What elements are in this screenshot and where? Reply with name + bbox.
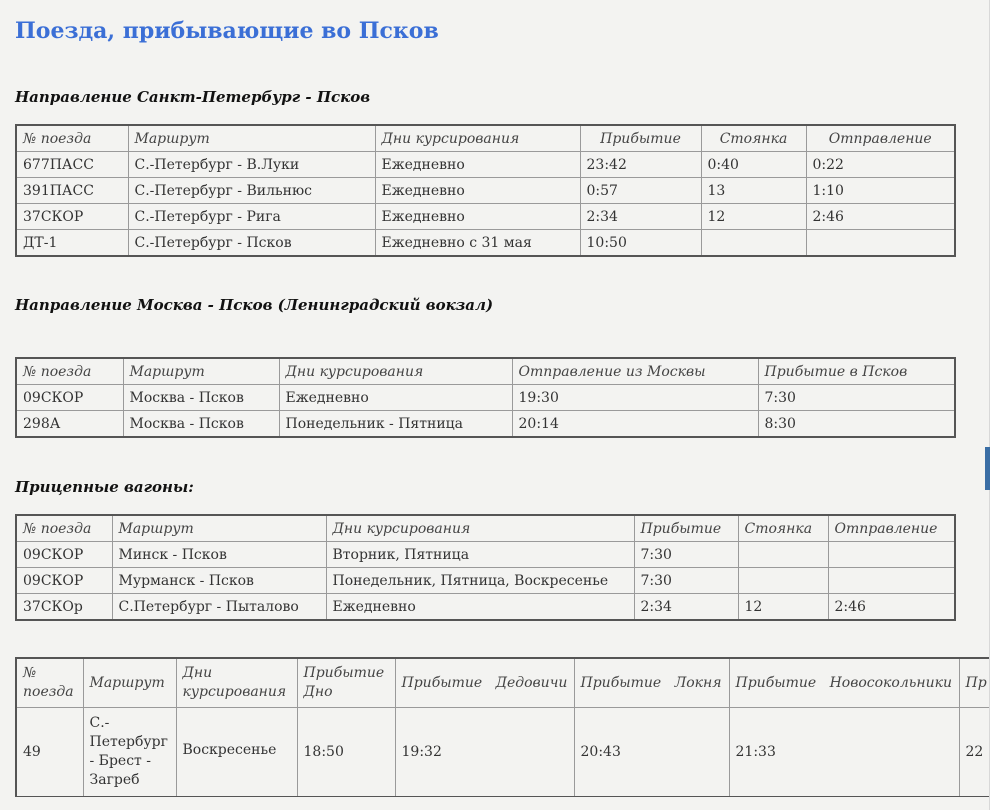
cell-route: Москва - Псков	[123, 411, 279, 438]
cell-days: Ежедневно	[279, 385, 512, 411]
cell-arrival: 2:34	[580, 204, 701, 230]
cell-arrival-loknya: 20:43	[574, 708, 729, 798]
cell-arrival: 10:50	[580, 230, 701, 257]
header-departure: Отправление	[828, 515, 955, 542]
cell-arrival-dno: 18:50	[297, 708, 395, 798]
header-route: Маршрут	[128, 125, 375, 152]
header-arrival-novosokolniki: Прибытие Новосокольники	[729, 658, 959, 708]
header-train-number: № поезда	[16, 358, 123, 385]
cell-train-number: 37СКОР	[16, 204, 128, 230]
cell-days: Ежедневно	[375, 204, 580, 230]
cell-route: С.-Петербург - Рига	[128, 204, 375, 230]
section-title-spb: Направление Санкт-Петербург - Псков	[15, 88, 371, 106]
cell-departure-moscow: 20:14	[512, 411, 758, 438]
cell-days: Ежедневно	[375, 178, 580, 204]
cell-days: Понедельник - Пятница	[279, 411, 512, 438]
header-arrival-pskov: Прибытие в Псков	[758, 358, 955, 385]
cell-train-number: 677ПАСС	[16, 152, 128, 178]
cell-departure	[828, 568, 955, 594]
cell-stop	[701, 230, 806, 257]
table-row	[16, 204, 955, 230]
header-days: Дни курсирования	[176, 658, 297, 708]
header-arrival-next: Пр	[959, 658, 990, 708]
header-route: Маршрут	[123, 358, 279, 385]
cell-route: С.-Петербург - Псков	[128, 230, 375, 257]
table-moscow	[15, 357, 956, 438]
cell-route: С.-Петербург - Брест - Загреб	[83, 708, 176, 798]
cell-arrival: 7:30	[634, 542, 738, 568]
header-days: Дни курсирования	[326, 515, 634, 542]
cell-arrival-pskov: 7:30	[758, 385, 955, 411]
cell-departure: 1:10	[806, 178, 955, 204]
cell-arrival: 7:30	[634, 568, 738, 594]
header-departure: Отправление	[806, 125, 955, 152]
cell-stop: 0:40	[701, 152, 806, 178]
cell-arrival-next: 22	[959, 708, 990, 798]
table-row	[16, 411, 955, 438]
table-international-viewport	[15, 657, 990, 797]
cell-stop: 12	[701, 204, 806, 230]
header-stop: Стоянка	[738, 515, 828, 542]
scrollbar-thumb[interactable]	[985, 447, 990, 490]
cell-train-number: 391ПАСС	[16, 178, 128, 204]
header-arrival-loknya: Прибытие Локня	[574, 658, 729, 708]
cell-route: Минск - Псков	[112, 542, 326, 568]
cell-route: С.Петербург - Пыталово	[112, 594, 326, 621]
cell-days: Ежедневно	[326, 594, 634, 621]
table-header-row	[16, 358, 955, 385]
header-arrival: Прибытие	[580, 125, 701, 152]
cell-route: Мурманск - Псков	[112, 568, 326, 594]
table-row	[16, 542, 955, 568]
header-arrival: Прибытие	[634, 515, 738, 542]
table-row	[16, 594, 955, 621]
cell-departure: 2:46	[828, 594, 955, 621]
table-coaches	[15, 514, 956, 621]
cell-route: С.-Петербург - В.Луки	[128, 152, 375, 178]
cell-route: С.-Петербург - Вильнюс	[128, 178, 375, 204]
cell-stop: 12	[738, 594, 828, 621]
cell-route: Москва - Псков	[123, 385, 279, 411]
page-title: Поезда, прибывающие во Псков	[15, 18, 439, 44]
table-row	[16, 385, 955, 411]
cell-arrival: 0:57	[580, 178, 701, 204]
table-row	[16, 568, 955, 594]
section-title-moscow: Направление Москва - Псков (Ленинградский вокзал)	[15, 296, 494, 314]
header-stop: Стоянка	[701, 125, 806, 152]
cell-departure-moscow: 19:30	[512, 385, 758, 411]
table-spb	[15, 124, 956, 257]
cell-train-number: 298А	[16, 411, 123, 438]
header-arrival-dno: Прибытие Дно	[297, 658, 395, 708]
cell-arrival: 23:42	[580, 152, 701, 178]
table-header-row	[16, 658, 990, 708]
header-train-number: № поезда	[16, 125, 128, 152]
cell-arrival-pskov: 8:30	[758, 411, 955, 438]
section-title-coaches: Прицепные вагоны:	[15, 478, 194, 496]
table-row	[16, 152, 955, 178]
header-train-number: № поезда	[16, 658, 83, 708]
table-row	[16, 178, 955, 204]
cell-stop	[738, 542, 828, 568]
table-row	[16, 708, 990, 798]
cell-departure: 2:46	[806, 204, 955, 230]
header-departure-moscow: Отправление из Москвы	[512, 358, 758, 385]
header-days: Дни курсирования	[375, 125, 580, 152]
cell-days: Понедельник, Пятница, Воскресенье	[326, 568, 634, 594]
header-arrival-dedovichi: Прибытие Дедовичи	[395, 658, 574, 708]
cell-stop: 13	[701, 178, 806, 204]
cell-days: Вторник, Пятница	[326, 542, 634, 568]
table-header-row	[16, 515, 955, 542]
cell-arrival-novosokolniki: 21:33	[729, 708, 959, 798]
table-header-row	[16, 125, 955, 152]
header-days: Дни курсирования	[279, 358, 512, 385]
cell-train-number: ДТ-1	[16, 230, 128, 257]
header-train-number: № поезда	[16, 515, 112, 542]
table-international	[15, 657, 990, 797]
header-route: Маршрут	[112, 515, 326, 542]
cell-arrival-dedovichi: 19:32	[395, 708, 574, 798]
cell-days: Воскресенье	[176, 708, 297, 798]
cell-train-number: 49	[16, 708, 83, 798]
cell-departure	[828, 542, 955, 568]
table-row	[16, 230, 955, 257]
cell-days: Ежедневно	[375, 152, 580, 178]
cell-departure: 0:22	[806, 152, 955, 178]
cell-train-number: 09СКОР	[16, 542, 112, 568]
cell-days: Ежедневно с 31 мая	[375, 230, 580, 257]
cell-stop	[738, 568, 828, 594]
cell-train-number: 09СКОР	[16, 568, 112, 594]
cell-train-number: 37СКОр	[16, 594, 112, 621]
cell-departure	[806, 230, 955, 257]
cell-arrival: 2:34	[634, 594, 738, 621]
cell-train-number: 09СКОР	[16, 385, 123, 411]
header-route: Маршрут	[83, 658, 176, 708]
